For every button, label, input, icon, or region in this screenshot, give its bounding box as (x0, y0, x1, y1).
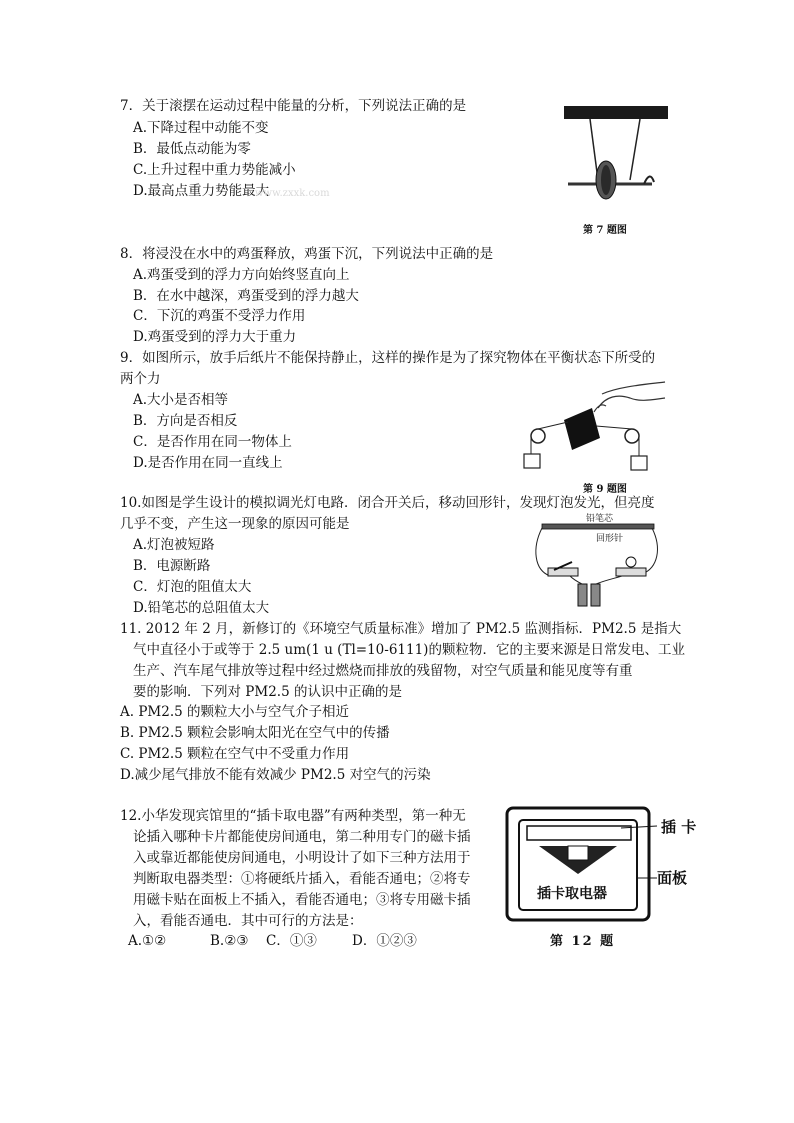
q7-stem: 7．关于滚摆在运动过程中能量的分析，下列说法正确的是 (120, 98, 467, 114)
q12-figure-caption: 第 12 题 (550, 934, 616, 949)
q10-clip-label: 回形针 (596, 534, 624, 544)
q10-stem-line-2: 几乎不变，产生这一现象的原因可能是 (120, 516, 350, 532)
q9-stem-line-2: 两个力 (120, 371, 161, 387)
q11-option-a: A. PM2.5 的颗粒大小与空气介子相近 (120, 704, 349, 720)
q11-stem-line-1: 11. 2012 年 2 月，新修订的《环境空气质量标准》增加了 PM2.5 监测指标．PM2.5 是指大 (120, 621, 682, 637)
q8-option-b: B．在水中越深，鸡蛋受到的浮力越大 (133, 288, 359, 304)
q12-card-switch-figure (505, 806, 715, 924)
q7-maxwell-wheel-figure (560, 102, 670, 217)
q10-option-a: A.灯泡被短路 (133, 537, 215, 553)
q12-option-d: D．①②③ (352, 933, 417, 949)
q8-option-d: D.鸡蛋受到的浮力大于重力 (133, 329, 297, 345)
q9-option-d: D.是否作用在同一直线上 (133, 455, 283, 471)
q10-option-b: B．电源断路 (133, 558, 211, 574)
q12-slot-label: 插 卡 (661, 818, 697, 836)
q10-option-d: D.铅笔芯的总阻值太大 (133, 600, 270, 616)
q12-stem-line-4: 判断取电器类型：①将硬纸片插入，看能否通电；②将专 (133, 871, 471, 887)
q8-option-a: A.鸡蛋受到的浮力方向始终竖直向上 (133, 267, 350, 283)
q7-option-a: A.下降过程中动能不变 (133, 120, 269, 136)
q12-option-b: B.②③ (210, 933, 249, 949)
q8-stem: 8．将浸没在水中的鸡蛋释放，鸡蛋下沉，下列说法中正确的是 (120, 246, 494, 262)
q12-device-label: 插卡取电器 (537, 886, 607, 902)
q11-option-c: C. PM2.5 颗粒在空气中不受重力作用 (120, 746, 350, 762)
q12-option-a: A.①② (128, 933, 167, 949)
q9-option-a: A.大小是否相等 (133, 392, 229, 408)
watermark: www.zxxk.com (255, 188, 330, 199)
q12-stem-line-1: 12.小华发现宾馆里的“插卡取电器”有两种类型，第一种无 (120, 808, 466, 824)
q11-option-b: B. PM2.5 颗粒会影响太阳光在空气中的传播 (120, 725, 390, 741)
q8-option-c: C．下沉的鸡蛋不受浮力作用 (133, 308, 306, 324)
q9-stem-line-1: 9．如图所示，放手后纸片不能保持静止，这样的操作是为了探究物体在平衡状态下所受的 (120, 350, 656, 366)
q12-panel-label: 面板 (657, 869, 688, 887)
q9-figure-caption: 第 9 题图 (583, 484, 627, 495)
q12-stem-line-5: 用磁卡贴在面板上不插入，看能否通电；③将专用磁卡插 (133, 892, 471, 908)
q9-paper-card-figure (520, 378, 670, 476)
q10-pencil-label: 铅笔芯 (586, 514, 614, 524)
q10-option-c: C．灯泡的阻值太大 (133, 579, 252, 595)
q12-stem-line-3: 入或靠近都能使房间通电，小明设计了如下三种方法用于 (133, 850, 471, 866)
q7-option-d: D.最高点重力势能最大 (133, 183, 270, 199)
q10-dimmer-circuit-figure (530, 508, 665, 613)
q7-option-b: B．最低点动能为零 (133, 141, 251, 157)
q11-stem-line-4: 要的影响．下列对 PM2.5 的认识中正确的是 (133, 684, 402, 700)
q11-stem-line-2: 气中直径小于或等于 2.5 um(1 u (Tl=10-6111)的颗粒物．它的主要来源是日常发电、工业 (133, 642, 685, 658)
q10-stem-line-1: 10.如图是学生设计的模拟调光灯电路．闭合开关后，移动回形针，发现灯泡发光，但亮度 (120, 495, 655, 511)
q12-stem-line-2: 论插入哪种卡片都能使房间通电，第二种用专门的磁卡插 (133, 829, 471, 845)
q7-option-c: C.上升过程中重力势能减小 (133, 162, 296, 178)
q11-option-d: D.减少尾气排放不能有效减少 PM2.5 对空气的污染 (120, 767, 431, 783)
q9-option-b: B．方向是否相反 (133, 413, 238, 429)
q11-stem-line-3: 生产、汽车尾气排放等过程中经过燃烧而排放的残留物，对空气质量和能见度等有重 (133, 663, 633, 679)
q9-option-c: C．是否作用在同一物体上 (133, 434, 292, 450)
q12-stem-line-6: 入，看能否通电．其中可行的方法是： (133, 913, 363, 929)
q7-figure-caption: 第 7 题图 (583, 225, 627, 236)
q12-option-c: C．①③ (266, 933, 317, 949)
